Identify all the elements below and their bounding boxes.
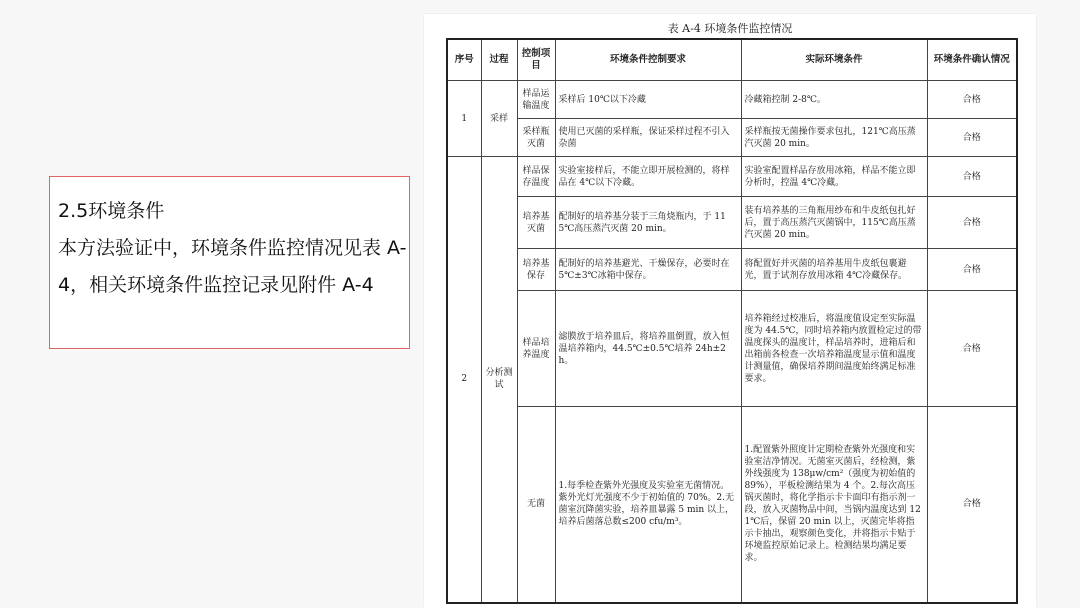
row-item: 无菌 [517,407,555,603]
row-actual: 采样瓶按无菌操作要求包扎，121℃高压蒸汽灭菌 20 min。 [741,119,927,157]
row-item: 样品保存温度 [517,157,555,197]
table-row [447,157,1017,197]
row-requirement: 实验室接样后，不能立即开展检测的，将样品在 4℃以下冷藏。 [555,157,741,197]
section-heading: 2.5环境条件 [58,200,165,222]
table-header-row [447,39,1017,81]
row-requirement: 采样后 10℃以下冷藏 [555,81,741,119]
row-result: 合格 [927,291,1017,407]
row-item: 采样瓶灭菌 [517,119,555,157]
table-caption: 表 A-4 环境条件监控情况 [667,22,793,35]
row-result: 合格 [927,119,1017,157]
section-callout [49,176,410,349]
row-result: 合格 [927,157,1017,197]
row-actual: 实验室配置样品存放用冰箱，样品不能立即分析时，控温 4℃冷藏。 [741,157,927,197]
row-result: 合格 [927,197,1017,249]
scanned-table-page [424,14,1036,608]
row-requirement: 使用已灭菌的采样瓶，保证采样过程不引入杂菌 [555,119,741,157]
section-body: 本方法验证中，环境条件监控情况见表 A-4，相关环境条件监控记录见附件 A-4 [58,237,407,296]
row-process: 采样 [481,81,517,157]
row-actual: 将配置好并灭菌的培养基用牛皮纸包裹避光，置于试剂存放用冰箱 4℃冷藏保存。 [741,249,927,291]
table-row [447,407,1017,603]
row-seq: 2 [447,157,481,603]
row-item: 样品运输温度 [517,81,555,119]
header-item: 控制项目 [517,39,555,81]
row-seq: 1 [447,81,481,157]
row-result: 合格 [927,407,1017,603]
row-item: 样品培养温度 [517,291,555,407]
table-row [447,249,1017,291]
table-row [447,197,1017,249]
row-actual: 冷藏箱控制 2-8℃。 [741,81,927,119]
row-actual: 1.配置紫外照度计定期检查紫外光强度和实验室洁净情况。无菌室灭菌后，经检测，紫外线强度为 138μw/cm²（强度为初始值的 89%），平板检测结果为 4 个。2.每次高压锅灭菌时，将化学指示卡卡面印有指示剂一段，放入灭菌物品中间，当锅内温度达到 121℃后，保留 20 min 以上，灭菌完毕将指示卡抽出，观察颜色变化，并将指示卡贴于环境监控原始记录上。检测结果均满足要求。 [741,407,927,603]
header-seq: 序号 [447,39,481,81]
table-row [447,119,1017,157]
row-result: 合格 [927,249,1017,291]
row-actual: 培养箱经过校准后，将温度值设定至实际温度为 44.5℃，同时培养箱内放置检定过的带温度探头的温度计，样品培养时，进箱后和出箱前各检查一次培养箱温度显示值和温度计测量值，确保培养期间温度始终满足标准要求。 [741,291,927,407]
header-actual: 实际环境条件 [741,39,927,81]
row-item: 培养基灭菌 [517,197,555,249]
row-requirement: 滤膜放于培养皿后，将培养皿倒置，放入恒温培养箱内，44.5℃±0.5℃培养 24h±2h。 [555,291,741,407]
row-requirement: 配制好的培养基分装于三角烧瓶内，于 115℃高压蒸汽灭菌 20 min。 [555,197,741,249]
row-process: 分析测试 [481,157,517,603]
row-result: 合格 [927,81,1017,119]
row-actual: 装有培养基的三角瓶用纱布和牛皮纸包扎好后，置于高压蒸汽灭菌锅中，115℃高压蒸汽灭菌 20 min。 [741,197,927,249]
environment-monitoring-table [446,38,1018,604]
row-requirement: 1.每季检查紫外光强度及实验室无菌情况。紫外光灯光强度不少于初始值的 70%。2.无菌室沉降菌实验，培养皿暴露 5 min 以上，培养后菌落总数≤200 cfu/m³。 [555,407,741,603]
table-row [447,291,1017,407]
header-result: 环境条件确认情况 [927,39,1017,81]
table-row [447,81,1017,119]
header-process: 过程 [481,39,517,81]
row-item: 培养基保存 [517,249,555,291]
row-requirement: 配制好的培养基避光、干燥保存，必要时在 5℃±3℃冰箱中保存。 [555,249,741,291]
header-requirement: 环境条件控制要求 [555,39,741,81]
